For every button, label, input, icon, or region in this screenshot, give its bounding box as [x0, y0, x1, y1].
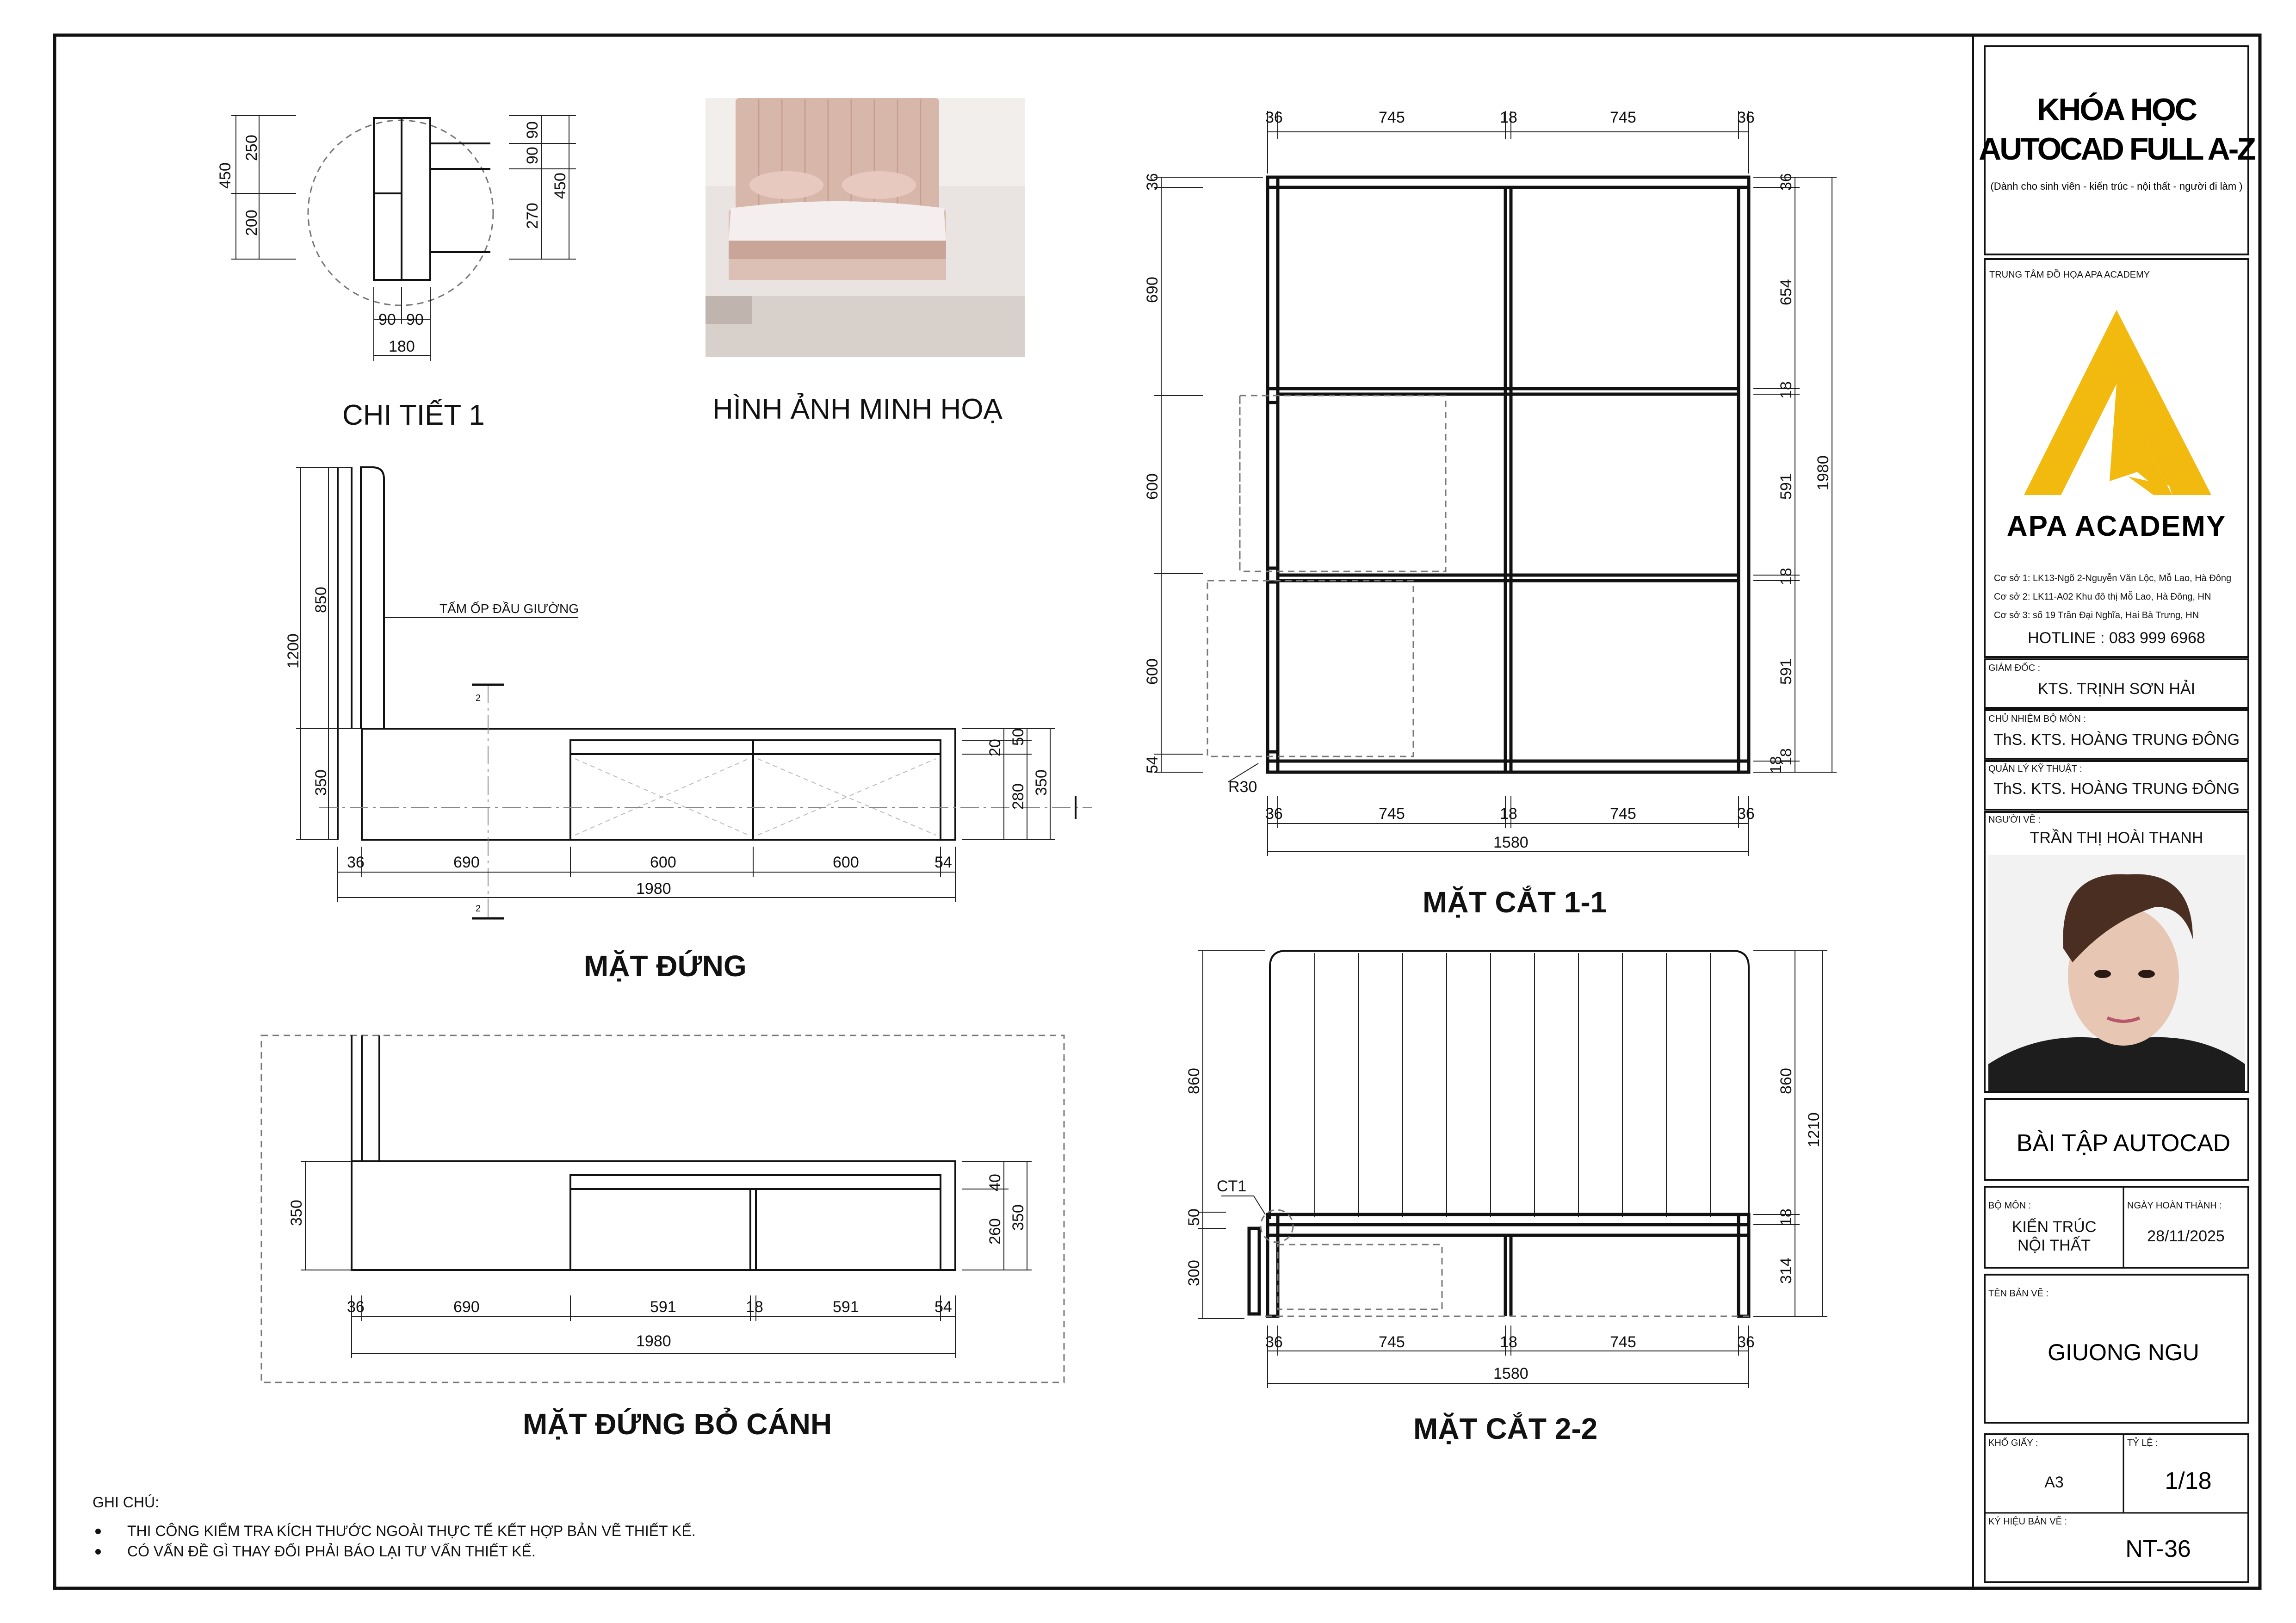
open-dim-350: 350: [288, 1200, 305, 1226]
dept-label: BỘ MÔN :: [1988, 1201, 2031, 1211]
sheetname-label: TÊN BẢN VẼ :: [1988, 1288, 2049, 1299]
section-mark-bottom: 2: [476, 904, 481, 914]
open-dim-b591b: 591: [833, 1298, 859, 1316]
section22-title: MẶT CẮT 2-2: [1413, 1412, 1598, 1445]
s22-right-1210: 1210: [1805, 1112, 1823, 1147]
notes-heading: GHI CHÚ:: [93, 1494, 159, 1511]
s11-bot-745b: 745: [1610, 805, 1636, 823]
elevation-open-view: [261, 1035, 1064, 1382]
s22-right-314: 314: [1777, 1258, 1795, 1284]
s11-top-36a: 36: [1265, 109, 1283, 126]
open-dim-b36: 36: [347, 1298, 365, 1316]
detail-dim-450: 450: [217, 162, 234, 189]
avatar: [1988, 855, 2245, 1091]
elev-dim-50: 50: [1009, 728, 1027, 746]
elevation-title: MẶT ĐỨNG: [584, 949, 747, 983]
open-dim-b591a: 591: [650, 1298, 676, 1316]
elev-dim-850: 850: [312, 587, 330, 613]
s11-right-18d: 18: [1777, 748, 1795, 766]
open-dim-total: 1980: [636, 1332, 671, 1350]
course-sub: (Dành cho sinh viên - kiến trúc - nội thất - người đi làm ): [1990, 180, 2243, 192]
s11-left-690: 690: [1144, 277, 1161, 303]
address-2: Cơ sở 2: LK11-A02 Khu đô thị Mỗ Lao, Hà Đông, HN: [1994, 592, 2211, 602]
director-name: KTS. TRỊNH SƠN HẢI: [2037, 680, 2196, 698]
s22-left-50: 50: [1185, 1208, 1203, 1226]
sheet-name: GIUONG NGU: [2048, 1339, 2199, 1365]
section-1-1: [1144, 109, 1837, 856]
dept-line2: NỘI THẤT: [2017, 1237, 2091, 1254]
elev-dim-350r: 350: [1033, 769, 1050, 796]
paper-label: KHỔ GIẤY :: [1988, 1438, 2038, 1448]
s22-bot-18: 18: [1500, 1333, 1517, 1351]
completion-date: 28/11/2025: [2147, 1227, 2225, 1245]
head-label: CHỦ NHIỆM BỘ MÔN :: [1988, 714, 2086, 724]
s11-left-36: 36: [1144, 173, 1161, 191]
s11-bot-18: 18: [1500, 805, 1517, 823]
paper-size: A3: [2044, 1474, 2064, 1491]
note-item: THI CÔNG KIỂM TRA KÍCH THƯỚC NGOÀI THỰC TẾ KẾT HỢP BẢN VẼ THIẾT KẾ.: [127, 1523, 696, 1539]
date-label: NGÀY HOÀN THÀNH :: [2127, 1201, 2222, 1211]
notes: [93, 1494, 696, 1560]
detail-dim-b90a: 90: [378, 311, 396, 328]
section-2-2: [1185, 951, 1827, 1388]
s22-bot-745a: 745: [1379, 1333, 1405, 1351]
s11-top-745b: 745: [1610, 109, 1636, 126]
s11-top-18: 18: [1500, 109, 1517, 126]
section11-radius: R30: [1228, 778, 1257, 796]
s11-top-36b: 36: [1737, 109, 1755, 126]
s22-bot-36b: 36: [1737, 1333, 1755, 1351]
detail-dim-180: 180: [389, 338, 415, 355]
s11-right-18b: 18: [1777, 381, 1795, 399]
elevation-open-title: MẶT ĐỨNG BỎ CÁNH: [523, 1407, 832, 1441]
photo-title: HÌNH ẢNH MINH HOẠ: [712, 393, 1003, 425]
s11-right-591a: 591: [1777, 473, 1795, 500]
s11-right-654: 654: [1777, 279, 1795, 305]
director-label: GIÁM ĐỐC :: [1988, 663, 2041, 673]
detail-panel-right: [402, 118, 430, 280]
elev-dim-280: 280: [1009, 783, 1027, 810]
elev-dim-total: 1980: [636, 880, 671, 898]
section11-title: MẶT CẮT 1-1: [1423, 886, 1607, 919]
elev-dim-1200: 1200: [285, 633, 302, 669]
s11-right-36: 36: [1777, 173, 1795, 191]
sheet-border: [55, 35, 2260, 1588]
elev-dim-350: 350: [312, 769, 330, 796]
elevation-view: [285, 467, 1092, 918]
s22-bot-total: 1580: [1493, 1365, 1529, 1382]
section22-callout: CT1: [1217, 1177, 1247, 1195]
detail-dim-90a: 90: [524, 121, 541, 139]
bed-frame-elev: [362, 729, 955, 840]
detail-dim-270: 270: [524, 203, 541, 229]
detail-1: [217, 116, 576, 431]
elev-dim-b690: 690: [453, 854, 480, 871]
open-dim-350r: 350: [1009, 1204, 1027, 1231]
s11-top-745a: 745: [1379, 109, 1405, 126]
drawer-label: NGƯỜI VẼ :: [1988, 815, 2041, 825]
note-item: CÓ VẤN ĐỀ GÌ THAY ĐỔI PHẢI BÁO LẠI TƯ VẤN THIẾT KẾ.: [127, 1543, 536, 1560]
section11-frame: [1268, 177, 1749, 772]
elev-dim-b36: 36: [347, 854, 365, 871]
scale-label: TỶ LỆ :: [2127, 1438, 2158, 1448]
s11-right-total: 1980: [1814, 455, 1832, 490]
detail-panel-left: [374, 118, 402, 280]
headboard-label: TẤM ỐP ĐẦU GIƯỜNG: [439, 601, 579, 616]
course-line1: KHÓA HỌC: [2037, 92, 2196, 127]
address-3: Cơ sở 3: số 19 Trần Đại Nghĩa, Hai Bà Trưng, HN: [1994, 610, 2199, 620]
detail-1-title: CHI TIẾT 1: [342, 399, 485, 431]
illustration-photo: [706, 98, 1025, 357]
s11-right-18e: 18: [1767, 756, 1785, 774]
s22-bot-745b: 745: [1610, 1333, 1636, 1351]
elev-dim-b600b: 600: [833, 854, 859, 871]
s11-right-18c: 18: [1777, 568, 1795, 585]
detail-dim-200: 200: [243, 210, 260, 236]
open-dim-260: 260: [986, 1218, 1004, 1245]
s11-bot-36b: 36: [1737, 805, 1755, 823]
elev-dim-20: 20: [986, 739, 1004, 756]
exercise-title: BÀI TẬP AUTOCAD: [2016, 1130, 2231, 1157]
s22-right-18: 18: [1777, 1208, 1795, 1226]
s11-left-600a: 600: [1144, 473, 1161, 500]
s22-right-860: 860: [1777, 1068, 1795, 1094]
address-1: Cơ sở 1: LK13-Ngõ 2-Nguyễn Văn Lộc, Mỗ Lao, Hà Đông: [1994, 573, 2232, 583]
open-dim-b690: 690: [453, 1298, 480, 1316]
drawer-name: TRẦN THỊ HOÀI THANH: [2030, 829, 2203, 847]
s11-right-591b: 591: [1777, 658, 1795, 685]
drawing-code: NT-36: [2125, 1536, 2191, 1562]
code-label: KÝ HIỆU BẢN VẼ :: [1988, 1517, 2067, 1527]
head-name: ThS. KTS. HOÀNG TRUNG ĐÔNG: [1993, 731, 2240, 749]
detail-dim-90b: 90: [524, 147, 541, 164]
elev-dim-b600a: 600: [650, 854, 676, 871]
course-line2: AUTOCAD FULL A-Z: [1979, 131, 2254, 167]
scale-value: 1/18: [2165, 1468, 2212, 1494]
s22-left-300: 300: [1185, 1260, 1203, 1286]
open-dim-40: 40: [986, 1174, 1004, 1191]
titleblock: [1979, 46, 2255, 1582]
s22-left-860: 860: [1185, 1068, 1203, 1094]
detail-dim-450r: 450: [551, 173, 569, 199]
s11-bot-36a: 36: [1265, 805, 1283, 823]
section-mark-top: 2: [476, 693, 481, 703]
tech-name: ThS. KTS. HOÀNG TRUNG ĐÔNG: [1993, 780, 2240, 798]
s11-bot-745a: 745: [1379, 805, 1405, 823]
open-dim-b18: 18: [746, 1298, 763, 1316]
s22-bot-36a: 36: [1265, 1333, 1283, 1351]
dept-line1: KIẾN TRÚC: [2011, 1218, 2097, 1236]
s11-left-54: 54: [1144, 756, 1161, 774]
center-name: TRUNG TÂM ĐỒ HỌA APA ACADEMY: [1989, 270, 2150, 280]
hotline: HOTLINE : 083 999 6968: [2028, 629, 2205, 647]
tech-label: QUẢN LÝ KỸ THUẬT :: [1988, 764, 2082, 774]
open-dim-b54: 54: [934, 1298, 952, 1316]
s11-left-600b: 600: [1144, 658, 1161, 685]
detail-dim-b90b: 90: [406, 311, 424, 328]
detail-dim-250: 250: [243, 135, 260, 161]
elev-dim-b54: 54: [934, 854, 952, 871]
brand-name: APA ACADEMY: [2006, 510, 2227, 542]
s11-bot-total: 1580: [1493, 834, 1529, 851]
